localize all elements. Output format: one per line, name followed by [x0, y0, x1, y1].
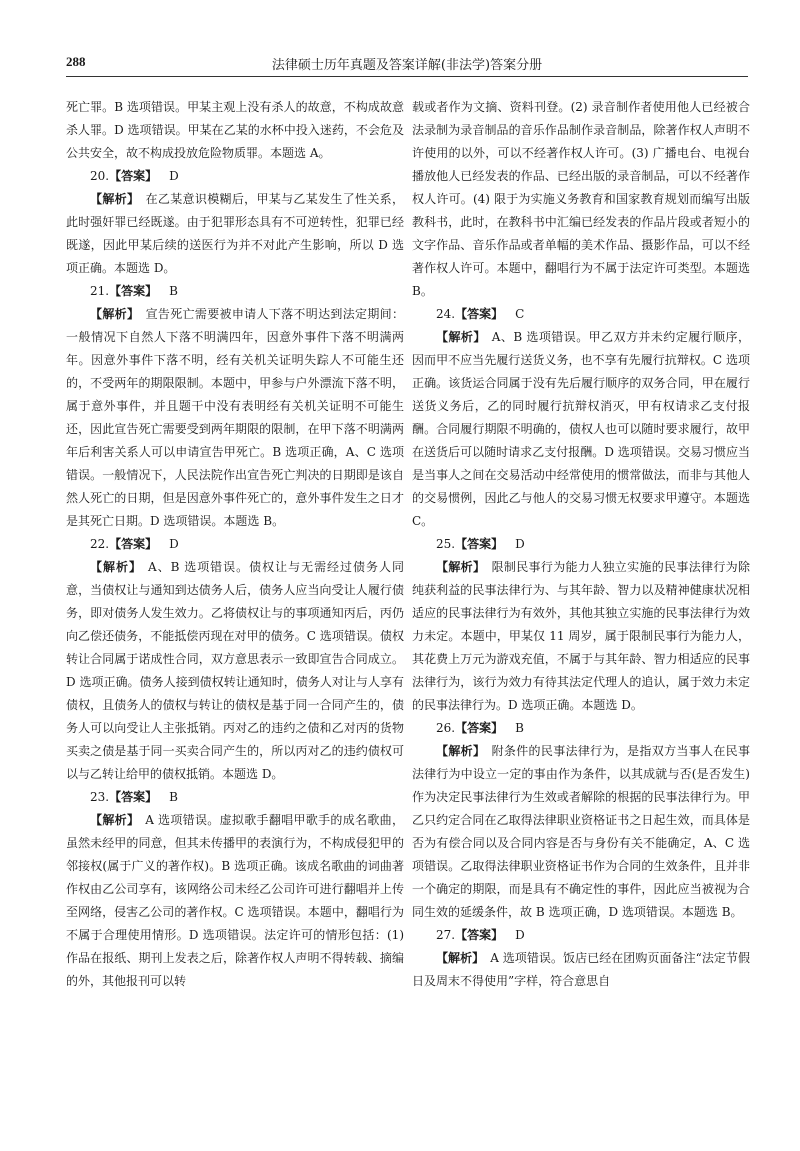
- question-number: 27.: [436, 928, 456, 942]
- right-column: [412, 96, 750, 993]
- continued-paragraph: 载或者作为文摘、资料刊登。(2) 录音制作者使用他人已经被合法录制为录音制品的音乐作品制作录音制品，除著作权人声明不许使用的以外，可以不经著作权人许可。(3) 广播电台、电视台播放他人已经发表的作品、已经出版的录音制品，可以不经著作权人许可。(4) 限于为实施义务教育和国家教育规划而编写出版教科书，此时，在教科书中汇编已经发表的作品片段或者短小的文字作品、音乐作品或者单幅的美术作品、摄影作品，可以不经著作权人许可。本题中，翻唱行为不属于法定许可类型。本题选 B。: [412, 100, 750, 298]
- left-column: [66, 96, 404, 993]
- book-title: 法律硕士历年真题及答案详解(非法学)答案分册: [271, 58, 543, 73]
- answer-tag: 【答案】: [455, 721, 504, 735]
- answer-line: [66, 786, 404, 809]
- question-number: 21.: [90, 284, 110, 298]
- answer-value: D: [515, 928, 525, 942]
- analysis-text: 宣告死亡需要被申请人下落不明达到法定期间：一般情况下自然人下落不明满四年，因意外事件下落不明满两年。因意外事件下落不明，经有关机关证明失踪人不可能生还的，不受两年的期限限制。本题中，甲参与户外漂流下落不明，属于意外事件，并且题干中没有表明经有关机关证明不可能生还，因此宣告死亡需要受到两年期限的限制，在甲下落不明满两年后利害关系人可以申请宣告甲死亡。B 选项正确，A、C 选项错误。一般情况下，人民法院作出宣告死亡判决的日期即是该自然人死亡的日期，但是因意外事件死亡的，意外事件发生之日才是其死亡日期。D 选项错误。本题选 B。: [66, 307, 404, 528]
- answer-line: [66, 280, 404, 303]
- question-number: 22.: [90, 537, 110, 551]
- answer-tag: 【答案】: [455, 307, 504, 321]
- analysis-text: 限制民事行为能力人独立实施的民事法律行为除纯获利益的民事法律行为、与其年龄、智力以及精神健康状况相适应的民事法律行为有效外，其他其独立实施的民事法律行为效力未定。本题中，甲某仅 11 周岁，属于限制民事行为能力人，其花费上万元为游戏充值，不属于与其年龄、智力相适应的民事法律行为，该行为效力有待其法定代理人的追认，属于效力未定的民事法律行为。D 选项正确。本题选 D。: [412, 560, 750, 712]
- answer-value: D: [515, 537, 525, 551]
- analysis-tag: 【解析】: [90, 560, 142, 574]
- analysis-text: A、B 选项错误。债权让与无需经过债务人同意，当债权让与通知到达债务人后，债务人应当向受让人履行债务，即对债务人发生效力。乙将债权让与的事项通知丙后，丙仍向乙偿还债务，不能抵偿丙现在对甲的债务。C 选项错误。债权转让合同属于诺成性合同，双方意思表示一致即宣告合同成立。D 选项正确。债务人接到债权转让通知时，债务人对让与人享有债权，且债务人的债权与转让的债权是基于同一合同产生的，债务人可以向受让人主张抵销。丙对乙的违约之债和乙对丙的货物买卖之债是基于同一买卖合同产生的，所以丙对乙的违约债权可以与乙转让给甲的债权抵销。本题选 D。: [66, 560, 404, 781]
- analysis-text: 附条件的民事法律行为，是指双方当事人在民事法律行为中设立一定的事由作为条件，以其成就与否(是否发生)作为决定民事法律行为生效或者解除的根据的民事法律行为。甲乙只约定合同在乙取得法律职业资格证书之日起生效，而具体是否为有偿合同以及合同内容是否与身份有关不能确定，A、C 选项错误。乙取得法律职业资格证书作为合同的生效条件，且并非一个确定的期限，而是具有不确定性的事件，因此应当被视为合同生效的延缓条件，故 B 选项正确，D 选项错误。本题选 B。: [412, 744, 750, 919]
- answer-line: [66, 165, 404, 188]
- analysis-tag: 【解析】: [436, 330, 486, 344]
- answer-tag: 【答案】: [109, 169, 158, 183]
- answer-tag: 【答案】: [109, 284, 158, 298]
- answer-value: C: [515, 307, 525, 321]
- analysis-tag: 【解析】: [90, 192, 140, 206]
- analysis-paragraph: [412, 326, 750, 533]
- analysis-tag: 【解析】: [90, 813, 140, 827]
- question-number: 23.: [90, 790, 110, 804]
- answer-tag: 【答案】: [455, 537, 504, 551]
- answer-value: D: [169, 169, 179, 183]
- question-number: 25.: [436, 537, 456, 551]
- question-number: 24.: [436, 307, 456, 321]
- analysis-tag: 【解析】: [90, 307, 140, 321]
- answer-tag: 【答案】: [455, 928, 504, 942]
- analysis-paragraph: [66, 556, 404, 786]
- analysis-paragraph: [412, 740, 750, 924]
- answer-value: B: [169, 790, 178, 804]
- page-number: 288: [66, 54, 86, 69]
- analysis-text: A 选项错误。饭店已经在团购页面备注“法定节假日及周末不得使用”字样，符合意思自: [412, 951, 750, 988]
- analysis-text: 在乙某意识模糊后，甲某与乙某发生了性关系，此时强奸罪已经既遂。由于犯罪形态具有不可逆转性，犯罪已经既遂，因此甲某后续的送医行为并不对此产生影响，所以 D 选项正确。本题选 D。: [66, 192, 404, 275]
- analysis-tag: 【解析】: [436, 951, 485, 965]
- analysis-tag: 【解析】: [436, 560, 486, 574]
- analysis-paragraph: [412, 947, 750, 993]
- question-number: 26.: [436, 721, 456, 735]
- answer-tag: 【答案】: [109, 790, 158, 804]
- answer-line: [412, 717, 750, 740]
- answer-line: [412, 303, 750, 326]
- analysis-text: A、B 选项错误。甲乙双方并未约定履行顺序，因而甲不应当先履行送货义务，也不享有先履行抗辩权。C 选项正确。该货运合同属于没有先后履行顺序的双务合同，甲在履行送货义务后，乙的同时履行抗辩权消灭，甲有权请求乙支付报酬。合同履行期限不明确的，债权人也可以随时要求履行，故甲在送货后可以随时请求乙支付报酬。D 选项错误。交易习惯应当是当事人之间在交易活动中经常使用的惯常做法，而非与其他人的交易惯例，因此乙与他人的交易习惯无权要求甲遵守。本题选 C。: [412, 330, 750, 528]
- analysis-text: A 选项错误。虚拟歌手翻唱甲歌手的成名歌曲，虽然未经甲的同意，但其未传播甲的表演行为，不构成侵犯甲的邻接权(属于广义的著作权)。B 选项正确。该成名歌曲的词曲著作权由乙公司享有，该网络公司未经乙公司许可进行翻唱并上传至网络，侵害乙公司的著作权。C 选项错误。本题中，翻唱行为不属于合理使用情形。D 选项错误。法定许可的情形包括：(1) 作品在报纸、期刊上发表之后，除著作权人声明不得转载、摘编的外，其他报刊可以转: [66, 813, 404, 988]
- answer-tag: 【答案】: [109, 537, 158, 551]
- answer-line: [66, 533, 404, 556]
- answer-value: D: [169, 537, 179, 551]
- answer-line: [412, 924, 750, 947]
- answer-value: B: [169, 284, 178, 298]
- continued-paragraph: 死亡罪。B 选项错误。甲某主观上没有杀人的故意，不构成故意杀人罪。D 选项错误。甲某在乙某的水杯中投入迷药，不会危及公共安全，故不构成投放危险物质罪。本题选 A。: [66, 100, 404, 160]
- question-number: 20.: [90, 169, 110, 183]
- analysis-paragraph: [66, 303, 404, 533]
- answer-line: [412, 533, 750, 556]
- analysis-paragraph: [412, 556, 750, 717]
- analysis-paragraph: [66, 809, 404, 993]
- answer-value: B: [515, 721, 524, 735]
- running-header: [66, 50, 748, 77]
- analysis-paragraph: [66, 188, 404, 280]
- analysis-tag: 【解析】: [436, 744, 486, 758]
